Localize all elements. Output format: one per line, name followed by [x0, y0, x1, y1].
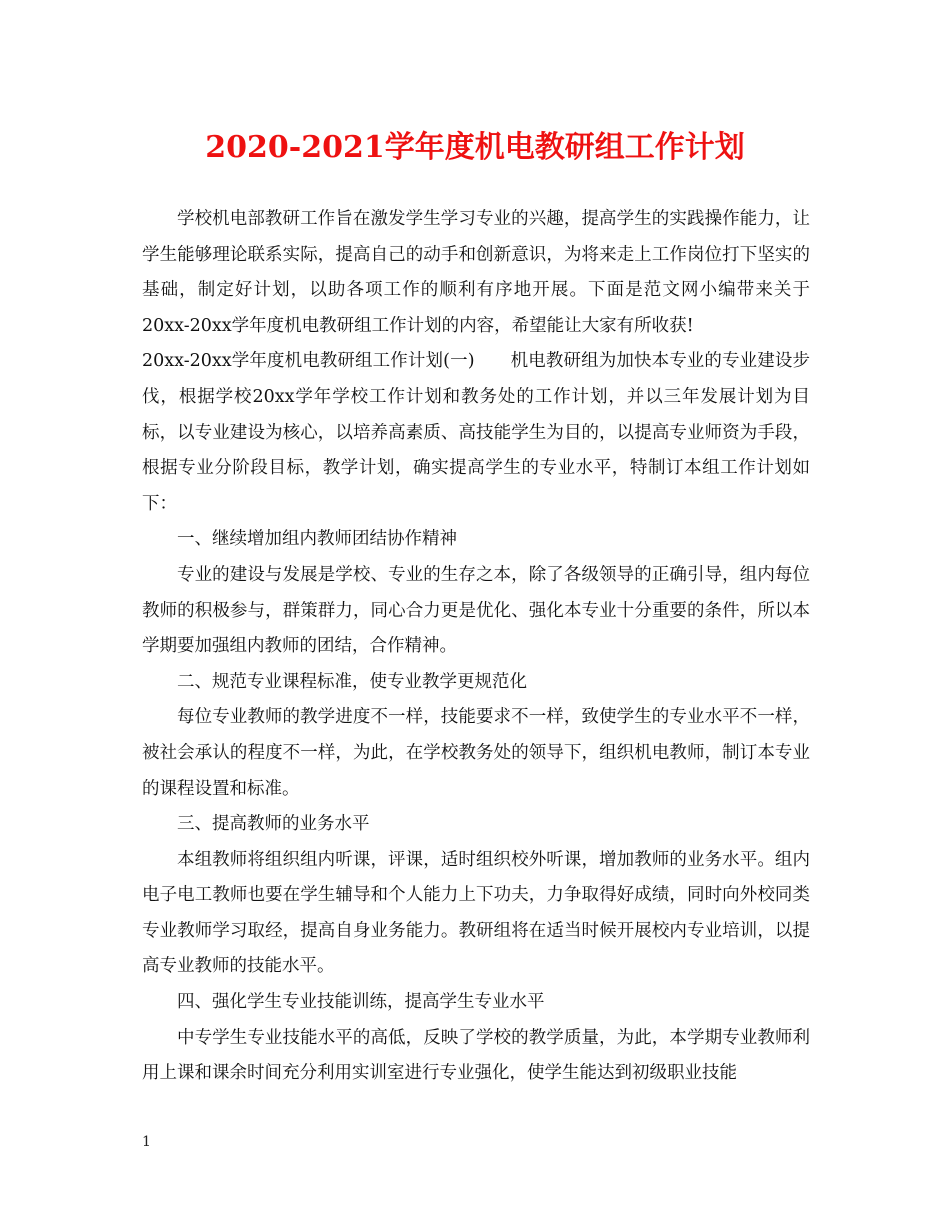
- page-number: 1: [142, 1134, 151, 1150]
- plan-intro-text: 机电教研组为加快本专业的专业建设步伐，根据学校20xx学年学校工作计划和教务处的工作计划，并以三年发展计划为目标，以专业建设为核心，以培养高素质、高技能学生为目的，以提高专业师资为手段，根据专业分阶段目标，教学计划，确实提高学生的专业水平，特制订本组工作计划如下：: [142, 351, 811, 514]
- section-paragraph-2: 每位专业教师的教学进度不一样，技能要求不一样，致使学生的专业水平不一样，被社会承认的程度不一样，为此，在学校教务处的领导下，组织机电教师，制订本专业的课程设置和标准。: [142, 707, 810, 799]
- intro-paragraph: 学校机电部教研工作旨在激发学生学习专业的兴趣，提高学生的实践操作能力，让学生能够理论联系实际，提高自己的动手和创新意识，为将来走上工作岗位打下坚实的基础，制定好计划，以助各项工作的顺利有序地开展。下面是范文网小编带来关于20xx-20xx学年度机电教研组工作计划的内容，希望能让大家有所收获!: [142, 209, 810, 336]
- section-paragraph-1: 专业的建设与发展是学校、专业的生存之本，除了各级领导的正确引导，组内每位教师的积极参与，群策群力，同心合力更是优化、强化本专业十分重要的条件，所以本学期要加强组内教师的团结，合作精神。: [142, 564, 810, 657]
- section-heading-4: 四、强化学生专业技能训练，提高学生专业水平: [177, 992, 545, 1013]
- document-body: [142, 202, 810, 1092]
- document-title: 2020-2021学年度机电教研组工作计划: [205, 130, 745, 165]
- section-heading-1: 一、继续增加组内教师团结协作精神: [177, 529, 457, 550]
- section-paragraph-3: 本组教师将组织组内听课，评课，适时组织校外听课，增加教师的业务水平。组内电子电工教师也要在学生辅导和个人能力上下功夫，力争取得好成绩，同时向外校同类专业教师学习取经，提高自身业务能力。教研组将在适当时候开展校内专业培训，以提高专业教师的技能水平。: [142, 849, 810, 977]
- plan-paragraph: [142, 344, 810, 522]
- plan-heading: 20xx-20xx学年度机电教研组工作计划(一): [142, 351, 475, 372]
- section-heading-3: 三、提高教师的业务水平: [177, 814, 370, 835]
- section-heading-2: 二、规范专业课程标准，使专业教学更规范化: [177, 671, 527, 692]
- section-paragraph-4: 中专学生专业技能水平的高低，反映了学校的教学质量，为此，本学期专业教师利用上课和课余时间充分利用实训室进行专业强化，使学生能达到初级职业技能: [142, 1027, 810, 1084]
